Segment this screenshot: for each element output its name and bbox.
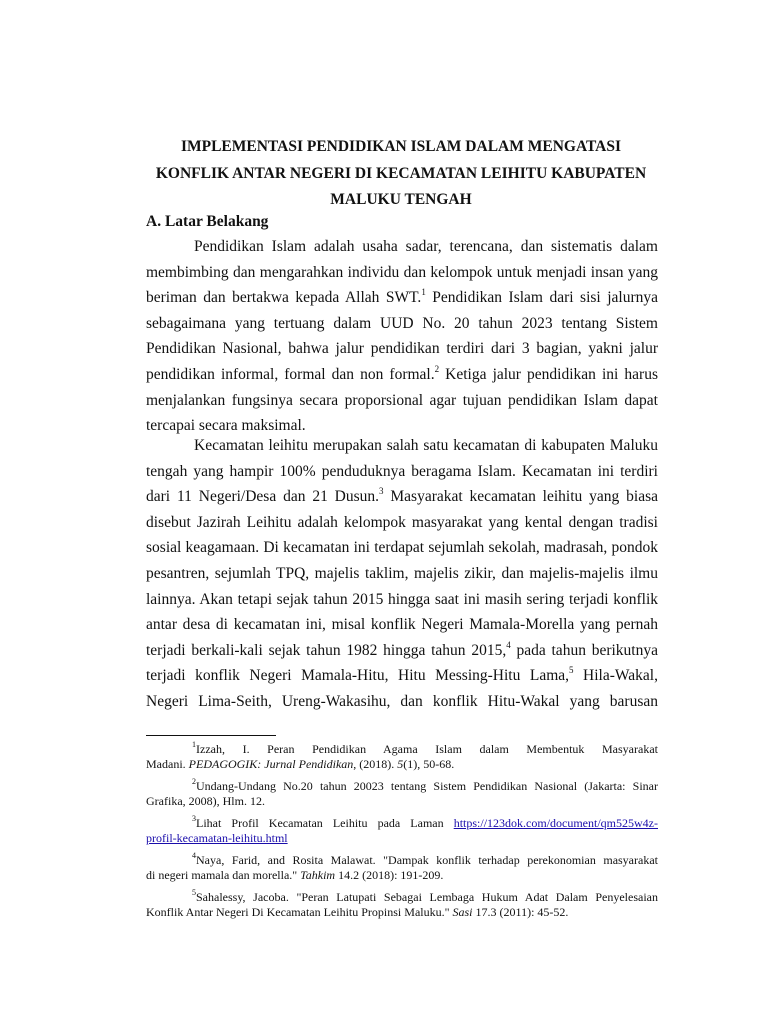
paragraph-line [146,663,658,689]
text-segment: 17.3 (2011): 45-52. [472,904,569,919]
footnote-line [146,816,658,831]
paragraph-line [146,285,658,311]
footnote-4 [146,853,658,882]
text-segment: Madani. [146,756,189,771]
text-segment: Masyarakat kecamatan leihitu yang biasa [383,488,658,506]
footnote-ref[interactable]: 4 [506,639,511,650]
paragraph-line [146,484,658,510]
paragraph-line: disebut Jazirah Leihitu adalah kelompok masyarakat yang kental dengan tradisi [146,513,658,531]
text-segment: Izzah, I. Peran Pendidikan Agama Islam dalam Membentuk Masyarakat [196,742,658,756]
paragraph-line: Pendidikan Nasional, bahwa jalur pendidikan terdiri dari 3 bagian, yakni jalur [146,340,658,358]
journal-title: Sasi [452,904,473,919]
paragraph-line: tengah yang hampir 100% penduduknya beragama Islam. Kecamatan ini terdiri [146,462,658,480]
footnote-ref[interactable]: 2 [434,363,440,374]
paragraph-line: sosial keagamaan. Di kecamatan ini terdapat sejumlah sekolah, madrasah, pondok [146,539,658,557]
footnote-1 [146,742,658,771]
paragraph-2 [146,433,658,715]
footnote-line [146,905,658,920]
paragraph-line: Pendidikan Islam adalah usaha sadar, terencana, dan sistematis dalam [194,238,658,255]
footnote-ref[interactable]: 5 [569,665,574,676]
footnote-line: Grafika, 2008), Hlm. 12. [146,793,265,808]
footnote-number: 2 [192,777,196,786]
text-segment: beriman dan bertakwa kepada Allah SWT. [146,289,422,307]
text-segment: terjadi berkali-kali sejak tahun 1982 hingga tahun 2015, [146,641,507,659]
text-segment: di negeri mamala dan morella." [146,867,301,882]
text-segment: Undang-Undang No.20 tahun 20023 tentang Sistem Pendidikan Nasional (Jakarta: Sinar [196,779,658,793]
paragraph-line: lainnya. Akan tetapi sejak tahun 2015 hingga saat ini masih sering terjadi konflik [146,590,658,608]
text-segment: Sahalessy, Jacoba. "Peran Latupati Sebagai Lembaga Hukum Adat Dalam Penyelesaian [196,890,658,904]
footnote-ref[interactable]: 3 [379,486,384,497]
footnote-separator [146,735,276,736]
paragraph-line: antar desa di kecamatan ini, misal konflik Negeri Mamala-Morella yang pernah [146,616,658,634]
source-link[interactable]: https://123dok.com/document/qm525w4z- [453,816,658,830]
text-segment: Konflik Antar Negeri Di Kecamatan Leihitu Propinsi Maluku." [146,904,453,919]
journal-title: PEDAGOGIK: Jurnal Pendidikan [188,756,354,771]
footnote-number: 1 [192,740,196,749]
footnote-number: 3 [192,814,196,823]
volume: 5 [397,756,404,771]
footnote-line [146,853,658,868]
text-segment: (1), 50-68. [403,756,455,771]
text-segment: Hila-Wakal, [573,667,658,685]
paragraph-line: Negeri Lima-Seith, Ureng-Wakasihu, dan konflik Hitu-Wakal yang barusan [146,692,658,710]
source-link[interactable]: profil-kecamatan-leihitu.html [146,830,288,845]
paragraph-line [146,362,658,388]
text-segment: pada tahun berikutnya [510,641,658,659]
text-segment: terjadi konflik Negeri Mamala-Hitu, Hitu Messing-Hitu Lama, [146,667,570,685]
footnote-number: 4 [192,851,196,860]
text-segment: Lihat Profil Kecamatan Leihitu pada Laman [196,816,454,830]
section-heading: A. Latar Belakang [146,213,269,230]
footnote-line [146,779,658,794]
title-line-2: KONFLIK ANTAR NEGERI DI KECAMATAN LEIHITU KABUPATEN [155,164,647,182]
title-line-3: MALUKU TENGAH [330,191,472,208]
footnote-line [146,890,658,905]
footnote-ref[interactable]: 1 [421,287,426,298]
footnote-line [146,742,658,757]
text-segment: pendidikan informal, formal dan non formal. [146,365,435,383]
text-segment: , (2018). [353,756,398,771]
footnotes [146,742,658,927]
paragraph-line: sebagaimana yang tertuang dalam UUD No. 20 tahun 2023 tentang Sistem [146,314,658,332]
paragraph-line: membimbing dan mengarahkan individu dan kelompok untuk menjadi insan yang [146,263,658,281]
text-segment: Pendidikan Islam dari sisi jalurnya [425,289,658,307]
paragraph-line: menjalankan fungsinya secara proporsional agar tujuan pendidikan Islam dapat [146,391,658,409]
footnote-3 [146,816,658,845]
journal-title: Tahkim [300,867,336,882]
paragraph-line: Kecamatan leihitu merupakan salah satu kecamatan di kabupaten Maluku [194,437,658,454]
paragraph-line: tercapai secara maksimal. [146,417,306,435]
text-segment: 14.2 (2018): 191-209. [335,867,444,882]
paragraph-line: pesantren, sejumlah TPQ, majelis taklim, majelis zikir, dan majelis-majelis ilmu [146,564,658,582]
footnote-line [146,757,658,772]
text-segment: Naya, Farid, and Rosita Malawat. "Dampak konflik terhadap perekonomian masyarakat [196,853,658,867]
footnote-line [146,831,658,846]
paragraph-line [146,638,658,664]
text-segment: dari 11 Negeri/Desa dan 21 Dusun. [146,488,380,506]
footnote-5 [146,890,658,919]
footnote-line [146,868,658,883]
footnote-2 [146,779,658,808]
footnote-number: 5 [192,888,196,897]
title-line-1: IMPLEMENTASI PENDIDIKAN ISLAM DALAM MENGATASI [180,138,622,155]
paragraph-1 [146,234,658,439]
text-segment: Ketiga jalur pendidikan ini harus [439,365,658,383]
document-title [146,134,656,214]
